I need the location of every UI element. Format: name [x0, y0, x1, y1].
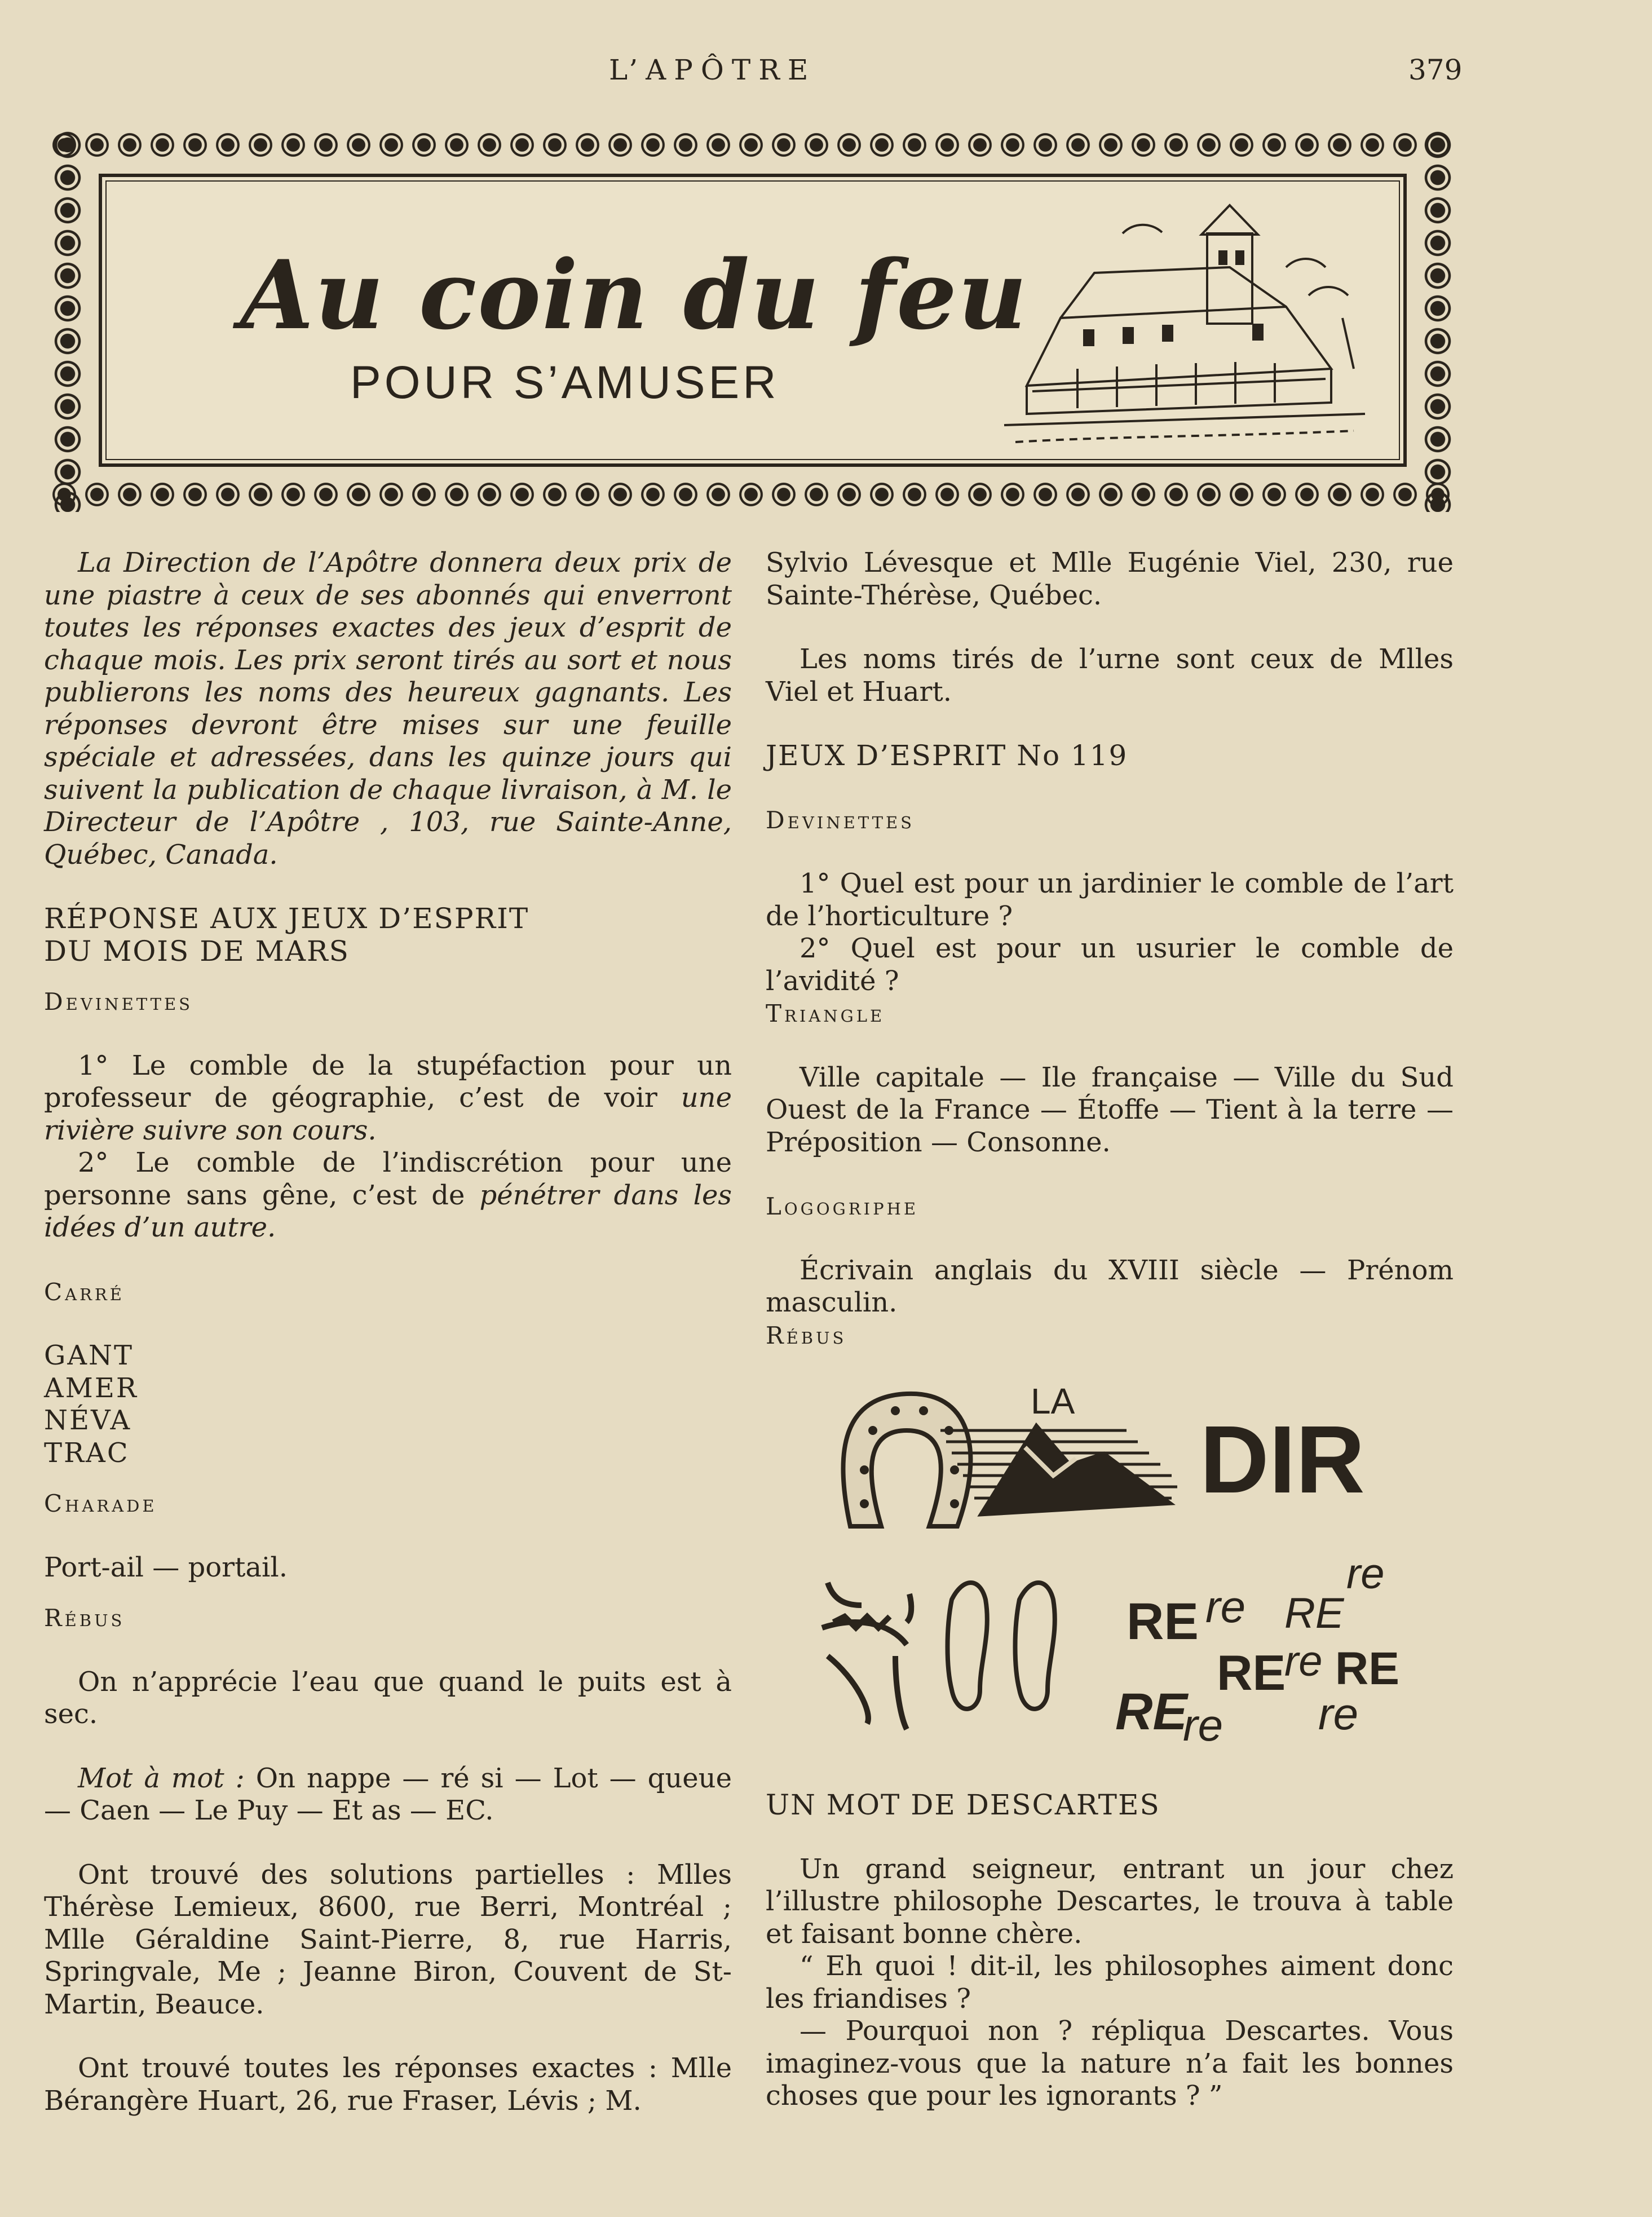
tablecloth-icon [940, 1425, 1177, 1515]
page-number: 379 [1408, 54, 1463, 86]
partial-solutions: Ont trouvé des solutions partielles : Mlles Thérèse Lemieux, 8600, rue Berri, Montréal ; Mlle Géraldine Saint-Pierre, 8, rue Harris, Springvale, Me ; Jeanne Biron, Couvent de St-Martin, Beauce. [44, 1858, 732, 2020]
mot-a-mot [44, 1763, 732, 1827]
devinette-1-answer: une rivière suivre son cours. [44, 1082, 732, 1146]
carre-word: TRAC [44, 1437, 130, 1469]
answers-heading-line2: DU MOIS DE MARS [44, 934, 350, 968]
winners: Les noms tirés de l’urne sont ceux de Mlles Viel et Huart. [766, 643, 1454, 708]
house-illustration [993, 200, 1376, 459]
devinette-1-text: 1° Le comble de la stupéfaction pour un professeur de géographie, c’est de voir [44, 1049, 732, 1114]
devinette-2-text: 2° Le comble de l’indiscrétion pour une personne sans gêne, c’est de [44, 1147, 732, 1211]
descartes-paragraph: “ Eh quoi ! dit-il, les philosophes aiment donc les friandises ? [766, 1950, 1454, 2015]
re-words [1115, 1550, 1399, 1750]
devinettes-label: Devinettes [44, 988, 193, 1015]
descartes-heading: UN MOT DE DESCARTES [766, 1788, 1160, 1821]
rebus-dir-text: DIR [1200, 1406, 1365, 1513]
ornament-border-top [48, 129, 1457, 162]
answers-heading-line1: RÉPONSE AUX JEUX D’ESPRIT [44, 902, 529, 935]
re-word: re [1318, 1689, 1359, 1739]
re-word: re [1346, 1550, 1385, 1598]
ornament-border-right [1418, 129, 1457, 512]
all-answers-continued: Sylvio Lévesque et Mlle Eugénie Viel, 230, rue Sainte-Thérèse, Québec. [766, 547, 1454, 611]
devinette-answer-1 [44, 1050, 732, 1147]
all-answers-list: Ont trouvé toutes les réponses exactes : Mlle Bérangère Huart, 26, rue Fraser, Lévis ; M. [44, 2052, 732, 2117]
carre-word: AMER [44, 1372, 138, 1404]
carre-word: GANT [44, 1340, 134, 1371]
rebus-answer: On n’apprécie l’eau que quand le puits est à sec. [44, 1666, 732, 1730]
rebus-answer-label: Rébus [44, 1604, 125, 1632]
rebus-la-text: LA [1031, 1381, 1075, 1421]
carre-word: NÉVA [44, 1405, 132, 1436]
rebus-label: Rébus [766, 1321, 847, 1349]
devinette-question-1: 1° Quel est pour un jardinier le comble de l’art de l’horticulture ? [766, 868, 1454, 932]
mot-a-mot-text: On nappe — ré si — Lot — queue — Caen — Le Puy — Et as — EC. [44, 1762, 732, 1826]
charade-label: Charade [44, 1490, 157, 1517]
ornament-border-bottom [48, 478, 1457, 512]
re-word: re [1183, 1700, 1223, 1750]
left-column [44, 547, 732, 2117]
devinette-2-answer: pénétrer dans les idées d’un autre. [44, 1179, 732, 1243]
section-banner [48, 129, 1457, 518]
charade-answer: Port-ail — portail. [44, 1551, 288, 1583]
figure-icon [822, 1583, 911, 1729]
descartes-paragraph: — Pourquoi non ? répliqua Descartes. Vous imaginez-vous que la nature n’a fait les bonnes choses que pour les ignorants ? ” [766, 2015, 1454, 2112]
rebus-illustration [811, 1363, 1408, 1757]
banner-subtitle: POUR S’AMUSER [350, 357, 780, 408]
logogriphe-text: Écrivain anglais du XVIII siècle — Prénom masculin. [766, 1254, 1454, 1318]
devinettes-label: Devinettes [766, 806, 915, 834]
banner-title: Au coin du feu [240, 239, 1028, 351]
banner-panel [99, 174, 1407, 467]
mot-a-mot-label: Mot à mot : [78, 1762, 245, 1794]
carre-label: Carré [44, 1278, 125, 1306]
horseshoe-icon [843, 1394, 970, 1526]
logogriphe-label: Logogriphe [766, 1193, 919, 1220]
triangle-text: Ville capitale — Ile française — Ville du Sud Ouest de la France — Étoffe — Tient à la terre — Préposition — Consonne. [766, 1061, 1454, 1158]
re-word: RE [1115, 1683, 1187, 1741]
re-word: re [1205, 1582, 1246, 1632]
running-head [0, 54, 1652, 93]
running-title: L’APÔTRE [609, 54, 816, 86]
right-column [766, 547, 1454, 2113]
shoe-sole-icon [948, 1583, 1055, 1709]
re-word: RE [1217, 1645, 1286, 1701]
devinette-question-2: 2° Quel est pour un usurier le comble de l’avidité ? [766, 933, 1454, 997]
re-word: RE [1127, 1593, 1199, 1650]
descartes-paragraph: Un grand seigneur, entrant un jour chez l’illustre philosophe Descartes, le trouva à table et faisant bonne chère. [766, 1853, 1454, 1950]
devinette-answer-2 [44, 1147, 732, 1244]
contest-intro: La Direction de l’Apôtre donnera deux prix de une piastre à ceux de ses abonnés qui enverront toutes les réponses exactes des jeux d’esprit de chaque mois. Les prix seront tirés au sort et nous publierons les noms des heureux gagnants. Les réponses devront être mises sur une feuille spéciale et adressées, dans les quinze jours qui suivent la publication de chaque livraison, à M. le Directeur de l’Apôtre , 103, rue Sainte-Anne, Québec, Canada. [44, 547, 732, 871]
jeux-heading: JEUX D’ESPRIT No 119 [766, 739, 1128, 772]
re-word: RE [1335, 1643, 1399, 1694]
re-word: re [1284, 1637, 1323, 1685]
ornament-border-left [48, 129, 87, 512]
re-word: RE [1284, 1589, 1344, 1637]
triangle-label: Triangle [766, 1000, 885, 1027]
